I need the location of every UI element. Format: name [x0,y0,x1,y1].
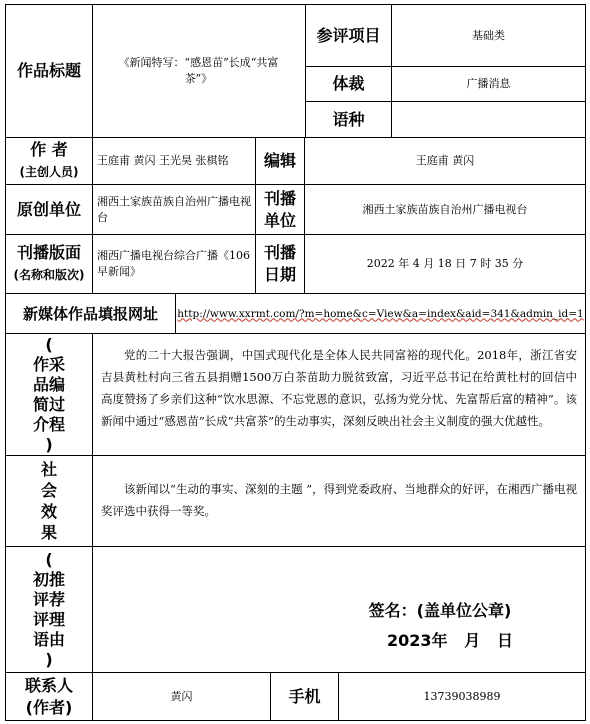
process-label-part: 简过 [32,394,65,414]
effect-label-part: 果 [40,523,57,542]
process-label-part: ( [45,334,53,354]
date-label-cell [256,235,304,293]
process-description: 党的二十大报告强调，中国式现代化是全体人民共同富裕的现代化。2018年，浙江省安吉县黄杜村向三省五县捐赠1500万白茶苗助力脱贫致富，习近平总书记在给黄杜村的回信中高度赞扬了乡亲们这种“饮水思源、不忘党恩的意识，弘扬为党分忧、先富帮后富的精神”。该新闻中通过“感恩苗”长成“共富茶”的生动事实，深刻反映出社会主义制度的强大优越性。 [101,348,577,428]
publisher-value: 湘西土家族苗族自治州广播电视台 [362,202,528,216]
url-value-cell [176,294,585,333]
review-label-part: 初推 [32,569,65,589]
phone-value: 13739038989 [423,689,501,703]
review-label-part: 语由 [32,629,65,649]
date-label-line1: 刊播 [263,243,296,262]
publisher-label-line1: 刊播 [263,188,296,208]
edition-value: 湘西广播电视台综合广播《106早新闻》 [97,249,250,278]
process-label-cell [6,334,92,455]
edition-label-cell [6,235,92,293]
title-value: 《新闻特写：“感恩苗”长成“共富茶”》 [118,56,279,85]
author-label-cell [6,138,92,184]
signature-text: 签名：(盖单位公章) [368,601,512,620]
publisher-label-line2: 单位 [263,210,296,230]
publisher-label-cell [256,185,304,234]
title-label: 作品标题 [16,61,81,80]
contact-label-line2: (作者) [25,697,73,717]
process-label-part: 介程 [32,414,65,434]
phone-label: 手机 [288,686,321,706]
process-label-part: 品编 [32,374,65,394]
language-label: 语种 [332,109,365,129]
process-value-cell [93,334,585,455]
effect-label-part: 效 [40,502,57,521]
effect-value-cell [93,456,585,546]
col-divider [92,4,93,293]
author-label: 作 者 [30,140,68,159]
review-label-part: 评理 [32,609,65,629]
date-label-line2: 日期 [263,265,296,284]
origin-value: 湘西土家族苗族自治州广播电视台 [97,194,251,224]
category-label: 参评项目 [316,25,381,45]
review-label-part: 评荐 [32,589,65,609]
contact-label-cell [6,673,92,720]
url-label: 新媒体作品填报网址 [22,304,158,323]
review-label-part: ( [45,549,53,569]
editor-label: 编辑 [263,151,296,170]
author-value: 王庭甫 黄闪 王光昊 张棋铭 [97,154,229,167]
genre-value: 广播消息 [466,77,511,90]
origin-label: 原创单位 [16,199,81,219]
editor-value: 王庭甫 黄闪 [415,154,475,167]
process-label-part: ) [45,434,53,454]
sign-date-text: 2023年 月 日 [387,631,513,650]
table-border-right [585,4,586,721]
process-label-part: 作采 [32,354,65,374]
contact-value: 黄闪 [170,689,193,703]
url-link[interactable]: http://www.xxrmt.com/?m=home&c=View&a=index&aid=341&admin_id=1 [177,307,584,320]
contact-label-line1: 联系人 [24,675,73,695]
author-sublabel: (主创人员) [19,165,79,179]
category-value: 基础类 [472,28,505,42]
date-value: 2022 年 4 月 18 日 7 时 35 分 [366,257,524,270]
effect-description: 该新闻以“生动的事实、深刻的主题 ”，得到党委政府、当地群众的好评，在湘西广播电视奖评选中获得一等奖。 [101,482,577,518]
language-value [392,102,585,137]
review-label-part: ) [45,649,53,669]
edition-sublabel: (名称和版次) [13,268,85,282]
edition-label: 刊播版面 [16,243,81,262]
genre-label: 体裁 [332,74,365,93]
effect-label-part: 会 [40,481,57,500]
effect-label-cell [6,456,92,546]
effect-label-part: 社 [40,460,57,479]
review-label-cell [6,547,92,672]
